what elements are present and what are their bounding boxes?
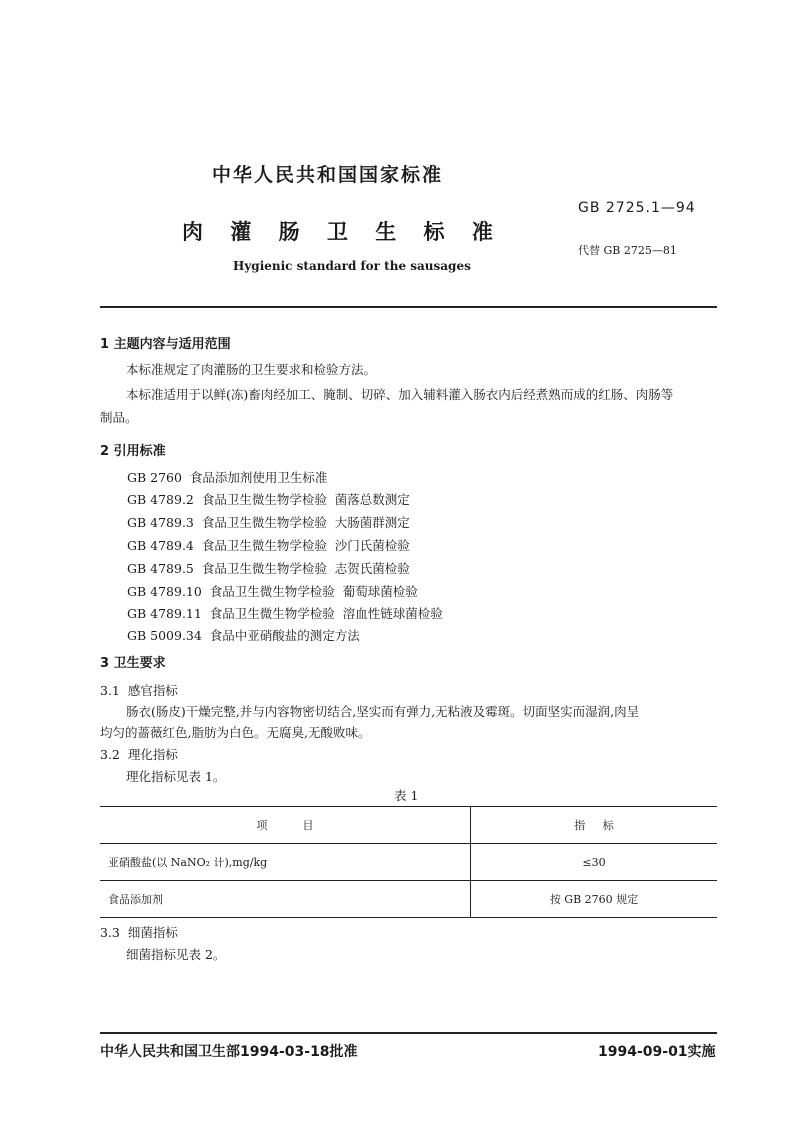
- reference-item: GB 5009.34 食品中亚硝酸盐的测定方法: [127, 628, 360, 643]
- reference-item: GB 4789.4 食品卫生微生物学检验 沙门氏菌检验: [127, 538, 410, 553]
- table-cell-item: 食品添加剂: [100, 881, 471, 918]
- table-header-value: 指 标: [471, 807, 718, 844]
- section-1-paragraph-2-line-1: 本标准适用于以鲜(冻)畜肉经加工、腌制、切碎、加入辅料灌入肠衣内后经煮熟而成的红肠、肉肠等: [126, 387, 674, 402]
- national-standard-heading: 中华人民共和国国家标准: [212, 164, 444, 186]
- table-cell-item: 亚硝酸盐(以 NaNO₂ 计),mg/kg: [100, 844, 471, 881]
- header-divider: [100, 306, 717, 308]
- section-3-2-heading: 3.2 理化指标: [100, 747, 178, 762]
- reference-item: GB 4789.10 食品卫生微生物学检验 葡萄球菌检验: [127, 584, 418, 599]
- table-1: [100, 806, 717, 918]
- table-header-row: [100, 807, 717, 844]
- table-cell-value: 按 GB 2760 规定: [471, 881, 718, 918]
- reference-item: GB 4789.11 食品卫生微生物学检验 溶血性链球菌检验: [127, 606, 443, 621]
- section-3-1-heading: 3.1 感官指标: [100, 683, 178, 698]
- table-cell-value: ≤30: [471, 844, 718, 881]
- section-3-heading: 3 卫生要求: [100, 656, 166, 671]
- implementation-date: 1994-09-01实施: [598, 1044, 716, 1060]
- english-title: Hygienic standard for the sausages: [233, 259, 471, 273]
- table-header-item: 项 目: [100, 807, 471, 844]
- section-3-3-heading: 3.3 细菌指标: [100, 925, 178, 940]
- reference-item: GB 2760 食品添加剂使用卫生标准: [127, 470, 328, 485]
- section-3-3-text: 细菌指标见表 2。: [126, 947, 226, 962]
- reference-item: GB 4789.3 食品卫生微生物学检验 大肠菌群测定: [127, 515, 410, 530]
- section-3-1-line-2: 均匀的蔷薇红色,脂肪为白色。无腐臭,无酸败味。: [100, 725, 371, 740]
- section-2-heading: 2 引用标准: [100, 444, 166, 459]
- document-title: 肉 灌 肠 卫 生 标 准: [182, 220, 496, 244]
- table-1-caption: 表 1: [394, 788, 419, 803]
- section-3-2-text: 理化指标见表 1。: [126, 769, 226, 784]
- section-3-1-line-1: 肠衣(肠皮)干燥完整,并与内容物密切结合,坚实而有弹力,无粘液及霉斑。切面坚实而湿润,肉呈: [126, 704, 640, 719]
- footer-divider: [100, 1032, 717, 1034]
- reference-item: GB 4789.5 食品卫生微生物学检验 志贺氏菌检验: [127, 561, 410, 576]
- table-row: [100, 881, 717, 918]
- replaces-standard: 代替 GB 2725—81: [578, 244, 677, 257]
- standard-code: GB 2725.1—94: [578, 200, 696, 216]
- section-1-paragraph-2-line-2: 制品。: [100, 410, 138, 425]
- reference-item: GB 4789.2 食品卫生微生物学检验 菌落总数测定: [127, 492, 410, 507]
- section-1-heading: 1 主题内容与适用范围: [100, 337, 231, 352]
- approval-line: 中华人民共和国卫生部1994-03-18批准: [100, 1044, 358, 1060]
- table-row: [100, 844, 717, 881]
- section-1-paragraph-1: 本标准规定了肉灌肠的卫生要求和检验方法。: [126, 362, 377, 377]
